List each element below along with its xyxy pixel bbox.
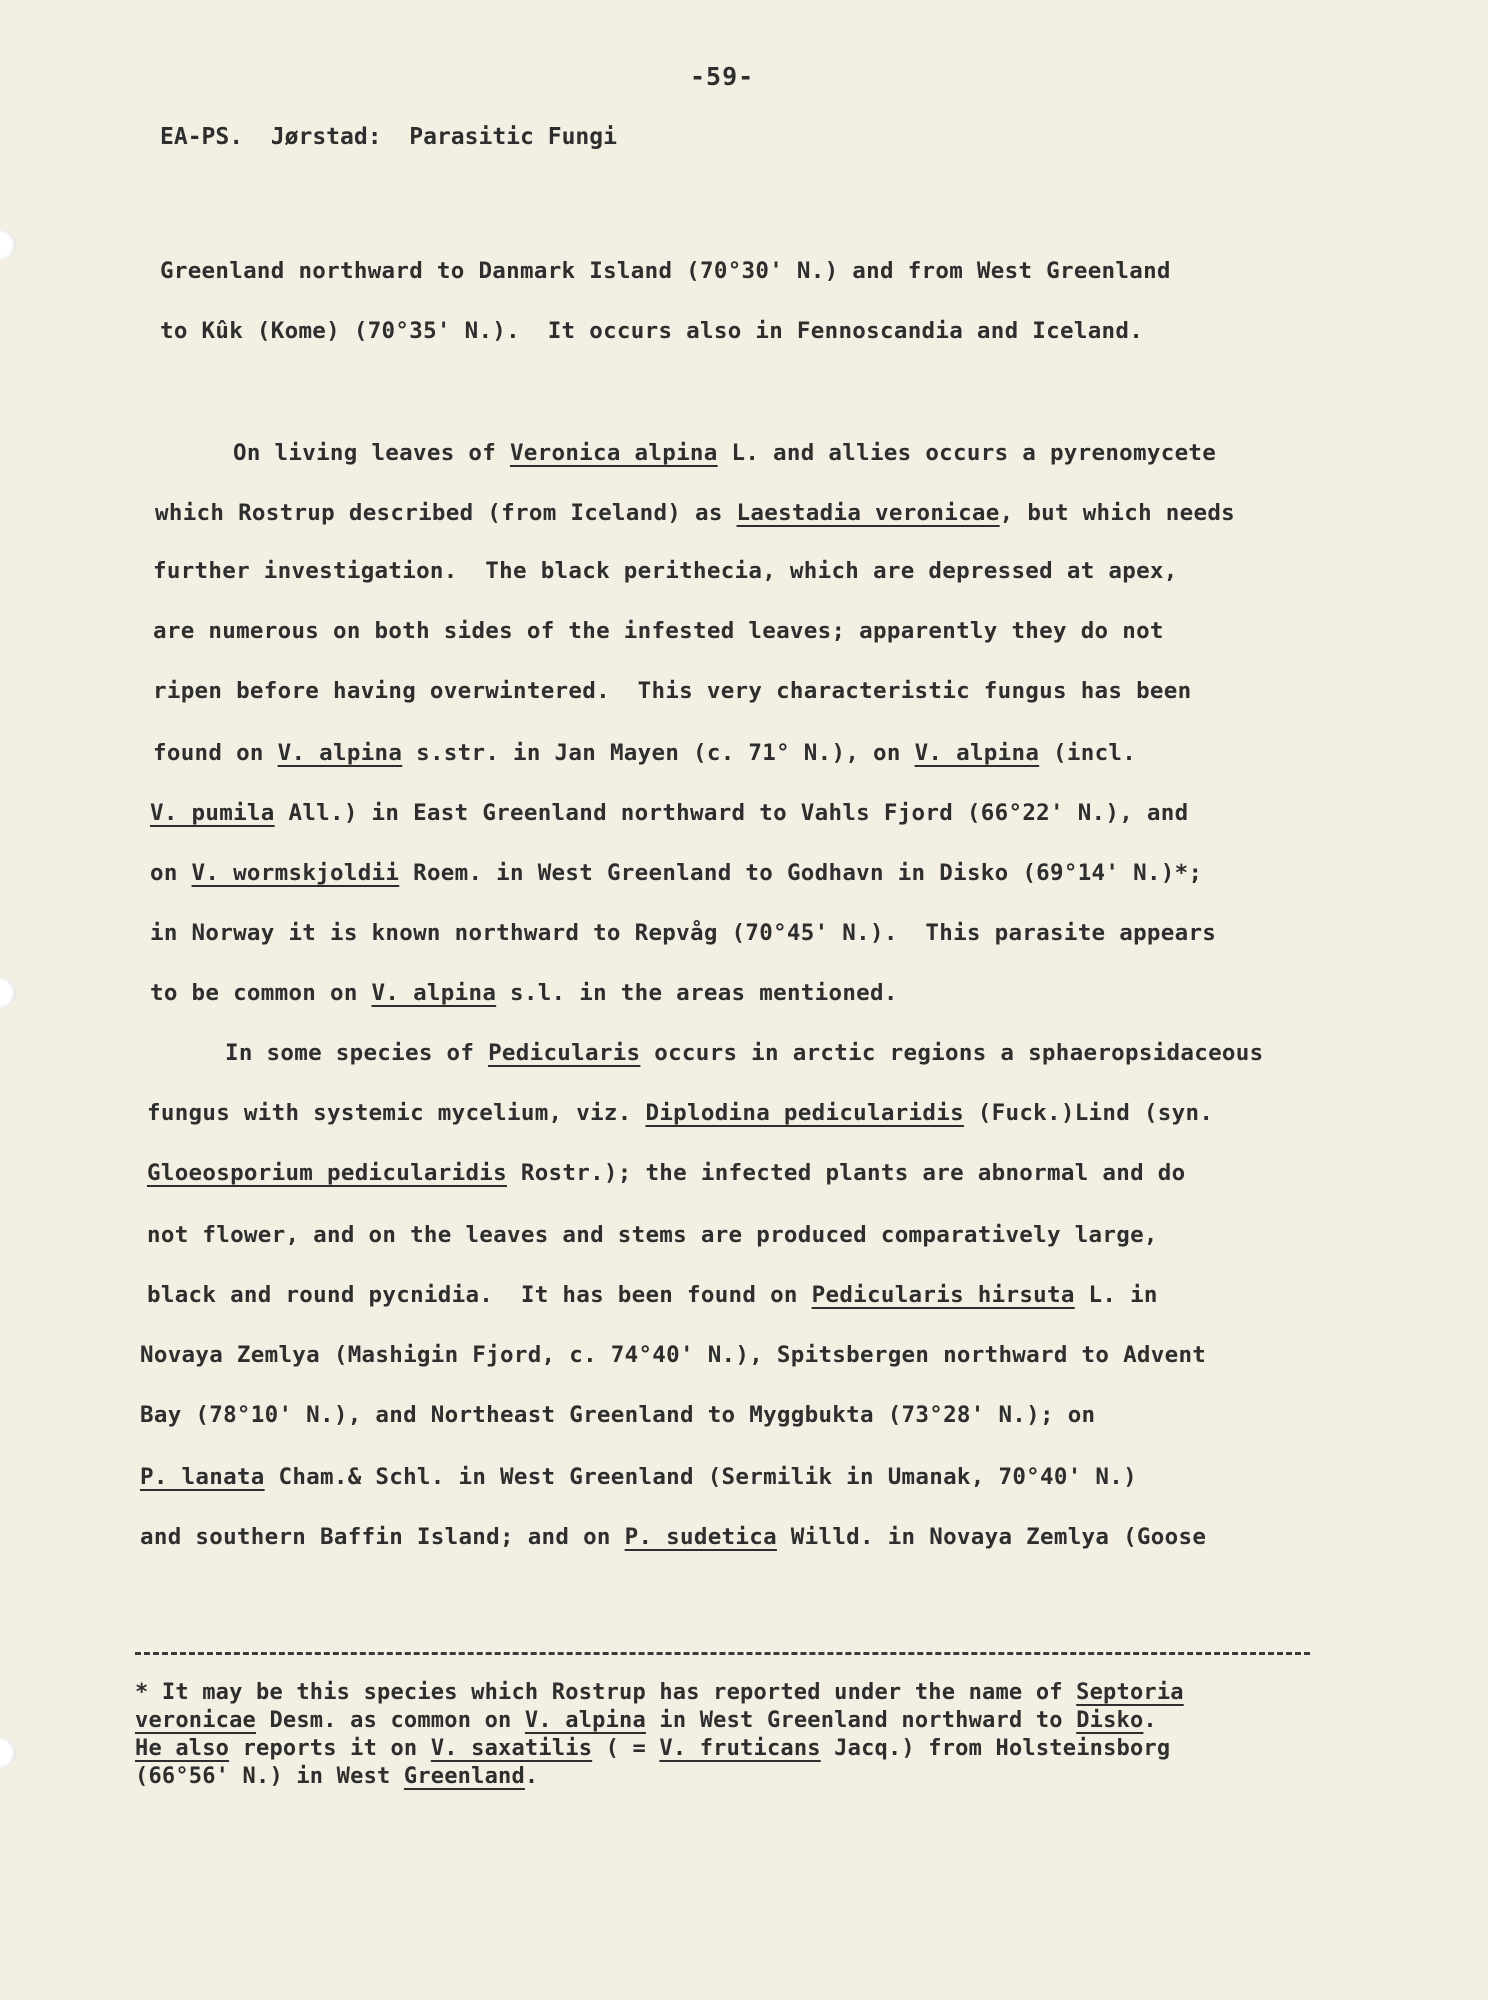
body-line	[153, 678, 1191, 704]
punch-hole	[0, 978, 16, 1008]
text-run: in West Greenland northward to	[645, 1708, 1077, 1733]
text-run: black and round pycnidia. It has been found on	[147, 1282, 812, 1308]
running-head: EA-PS. Jørstad: Parasitic Fungi	[160, 124, 617, 150]
underlined-taxon: Greenland	[403, 1764, 525, 1789]
text-run: Desm. as common on	[256, 1708, 525, 1733]
text-run: on	[150, 860, 192, 886]
text-run: All.) in East Greenland northward to Vahls Fjord (66°22' N.), and	[274, 800, 1189, 826]
underlined-taxon: Septoria	[1076, 1680, 1184, 1705]
text-run: Cham.& Schl. in West Greenland (Sermilik in Umanak, 70°40' N.)	[264, 1464, 1137, 1490]
text-run: Roem. in West Greenland to Godhavn in Disko (69°14' N.)*;	[399, 860, 1203, 886]
underlined-taxon: P. sudetica	[624, 1524, 777, 1550]
body-line	[155, 500, 1235, 526]
footnote-line	[135, 1680, 1184, 1705]
text-run: In some species of	[225, 1040, 489, 1066]
body-line	[160, 258, 1171, 284]
text-run: s.l. in the areas mentioned.	[496, 980, 898, 1006]
underlined-taxon: Gloeosporium pedicularidis	[147, 1160, 507, 1186]
text-run: On living leaves of	[233, 440, 510, 466]
footnote-line	[135, 1708, 1157, 1733]
footnote-line	[135, 1764, 538, 1789]
body-line	[153, 618, 1164, 644]
body-line	[140, 1524, 1206, 1550]
text-run: , but which needs	[999, 500, 1236, 526]
text-run: occurs in arctic regions a sphaeropsidaceous	[640, 1040, 1264, 1066]
text-run: Bay (78°10' N.), and Northeast Greenland to Myggbukta (73°28' N.); on	[140, 1402, 1096, 1428]
text-run: Rostr.); the infected plants are abnormal and do	[507, 1160, 1186, 1186]
text-run: ripen before having overwintered. This very characteristic fungus has been	[153, 678, 1192, 704]
underlined-taxon: V. alpina	[914, 740, 1040, 766]
text-run: L. in	[1074, 1282, 1158, 1308]
text-run: * It may be this species which Rostrup has reported under the name of	[135, 1680, 1077, 1705]
text-run: .	[524, 1764, 539, 1789]
body-line	[147, 1100, 1213, 1126]
underlined-taxon: Diplodina pedicularidis	[645, 1100, 964, 1126]
underlined-taxon: Pedicularis	[488, 1040, 641, 1066]
underlined-taxon: P. lanata	[140, 1464, 265, 1490]
text-run: are numerous on both sides of the infested leaves; apparently they do not	[153, 618, 1164, 644]
text-run: (Fuck.)Lind (syn.	[963, 1100, 1214, 1126]
underlined-taxon: V. alpina	[277, 740, 403, 766]
body-line	[233, 440, 1216, 466]
body-line	[153, 740, 1136, 766]
text-run: reports it on	[229, 1736, 431, 1761]
body-line	[140, 1402, 1095, 1428]
footnote-line	[135, 1736, 1170, 1761]
body-line	[140, 1342, 1206, 1368]
text-run: s.str. in Jan Mayen (c. 71° N.), on	[402, 740, 915, 766]
body-line	[153, 558, 1178, 584]
body-line	[140, 1464, 1137, 1490]
text-run: to Kûk (Kome) (70°35' N.). It occurs also in Fennoscandia and Iceland.	[160, 318, 1144, 344]
text-run: Greenland northward to Danmark Island (70°30' N.) and from West Greenland	[160, 258, 1171, 284]
underlined-taxon: Pedicularis hirsuta	[811, 1282, 1075, 1308]
underlined-taxon: He also	[135, 1736, 230, 1761]
text-run: L. and allies occurs a pyrenomycete	[717, 440, 1217, 466]
underlined-taxon: V. alpina	[371, 980, 497, 1006]
body-line	[147, 1282, 1158, 1308]
underlined-taxon: V. alpina	[524, 1708, 646, 1733]
text-run: fungus with systemic mycelium, viz.	[147, 1100, 646, 1126]
body-line	[225, 1040, 1263, 1066]
text-run: not flower, and on the leaves and stems are produced comparatively large,	[147, 1222, 1158, 1248]
text-run: (incl.	[1039, 740, 1137, 766]
underlined-taxon: V. pumila	[150, 800, 275, 826]
underlined-taxon: V. wormskjoldii	[191, 860, 400, 886]
underlined-taxon: veronicae	[135, 1708, 257, 1733]
body-line	[147, 1222, 1158, 1248]
body-line	[150, 920, 1216, 946]
text-run: and southern Baffin Island; and on	[140, 1524, 625, 1550]
text-run: in Norway it is known northward to Repvåg (70°45' N.). This parasite appears	[150, 920, 1217, 946]
underlined-taxon: V. saxatilis	[430, 1736, 593, 1761]
text-run: ( =	[592, 1736, 660, 1761]
body-line	[150, 860, 1202, 886]
text-run: found on	[153, 740, 278, 766]
text-run: .	[1143, 1708, 1157, 1733]
body-line	[150, 800, 1188, 826]
underlined-taxon: Veronica alpina	[509, 440, 718, 466]
body-line	[160, 318, 1143, 344]
punch-hole	[0, 230, 16, 260]
body-line	[147, 1160, 1185, 1186]
underlined-taxon: Laestadia veronicae	[736, 500, 1000, 526]
body-line	[150, 980, 898, 1006]
text-run: Willd. in Novaya Zemlya (Goose	[776, 1524, 1207, 1550]
text-run: Novaya Zemlya (Mashigin Fjord, c. 74°40' N.), Spitsbergen northward to Advent	[140, 1342, 1207, 1368]
text-run: which Rostrup described (from Iceland) as	[155, 500, 737, 526]
footnote-separator	[135, 1652, 1310, 1655]
text-run: further investigation. The black perithecia, which are depressed at apex,	[153, 558, 1178, 584]
underlined-taxon: V. fruticans	[659, 1736, 821, 1761]
text-run: Jacq.) from Holsteinsborg	[820, 1736, 1171, 1761]
punch-hole	[0, 1738, 16, 1768]
text-run: (66°56' N.) in West	[135, 1764, 404, 1789]
page-number: -59-	[690, 62, 755, 91]
underlined-taxon: Disko	[1076, 1708, 1144, 1733]
text-run: to be common on	[150, 980, 372, 1006]
